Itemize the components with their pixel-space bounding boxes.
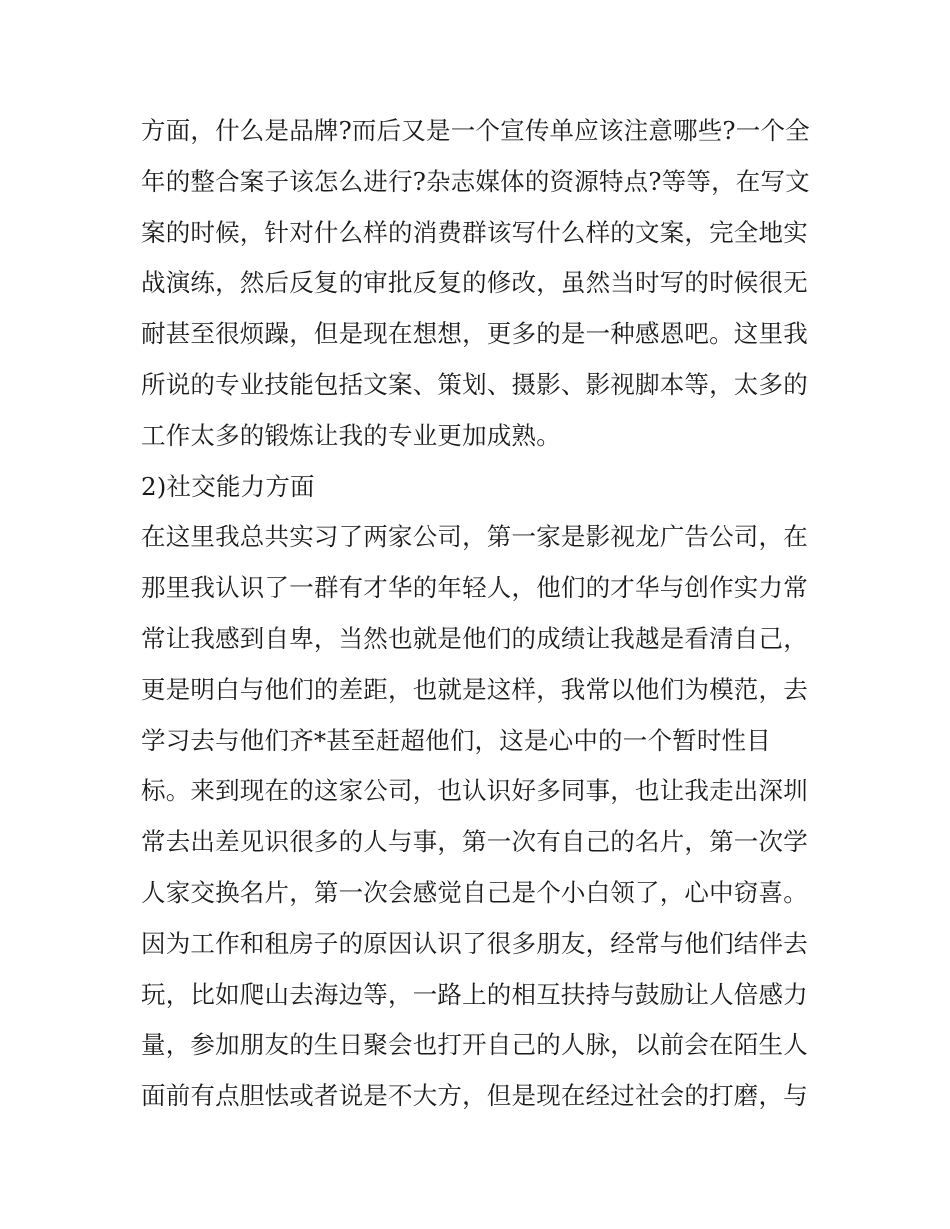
- text-line: 所说的专业技能包括文案、策划、摄影、影视脚本等，太多的: [141, 369, 808, 399]
- text-line: 更是明白与他们的差距，也就是这样，我常以他们为模范，去: [141, 674, 808, 704]
- section-heading: 2)社交能力方面: [141, 471, 315, 501]
- text-line: 案的时候，针对什么样的消费群该写什么样的文案，完全地实: [141, 217, 808, 247]
- text-line: 耐甚至很烦躁，但是现在想想，更多的是一种感恩吧。这里我: [141, 319, 808, 349]
- text-line: 工作太多的锻炼让我的专业更加成熟。: [141, 420, 561, 450]
- text-line: 战演练，然后反复的审批反复的修改，虽然当时写的时候很无: [141, 268, 808, 298]
- text-line: 常让我感到自卑，当然也就是他们的成绩让我越是看清自己，: [141, 623, 808, 653]
- text-line: 量，参加朋友的生日聚会也打开自己的人脉，以前会在陌生人: [141, 1030, 808, 1060]
- text-line: 常去出差见识很多的人与事，第一次有自己的名片，第一次学: [141, 827, 808, 857]
- text-line: 人家交换名片，第一次会感觉自己是个小白领了，心中窃喜。: [141, 877, 808, 907]
- text-line: 学习去与他们齐*甚至赶超他们，这是心中的一个暂时性目: [141, 725, 771, 755]
- text-line: 玩，比如爬山去海边等，一路上的相互扶持与鼓励让人倍感力: [141, 979, 808, 1009]
- document-body: [141, 106, 821, 1122]
- text-line: 方面，什么是品牌?而后又是一个宣传单应该注意哪些?一个全: [141, 116, 810, 145]
- text-line: 标。来到现在的这家公司，也认识好多同事，也让我走出深圳: [141, 776, 808, 806]
- text-line: 因为工作和租房子的原因认识了很多朋友，经常与他们结伴去: [141, 928, 808, 958]
- text-line: 在这里我总共实习了两家公司，第一家是影视龙广告公司，在: [141, 522, 808, 552]
- text-line: 那里我认识了一群有才华的年轻人，他们的才华与创作实力常: [141, 573, 808, 603]
- text-line: 面前有点胆怯或者说是不大方，但是现在经过社会的打磨，与: [141, 1081, 808, 1111]
- text-line: 年的整合案子该怎么进行?杂志媒体的资源特点?等等，在写文: [141, 166, 810, 196]
